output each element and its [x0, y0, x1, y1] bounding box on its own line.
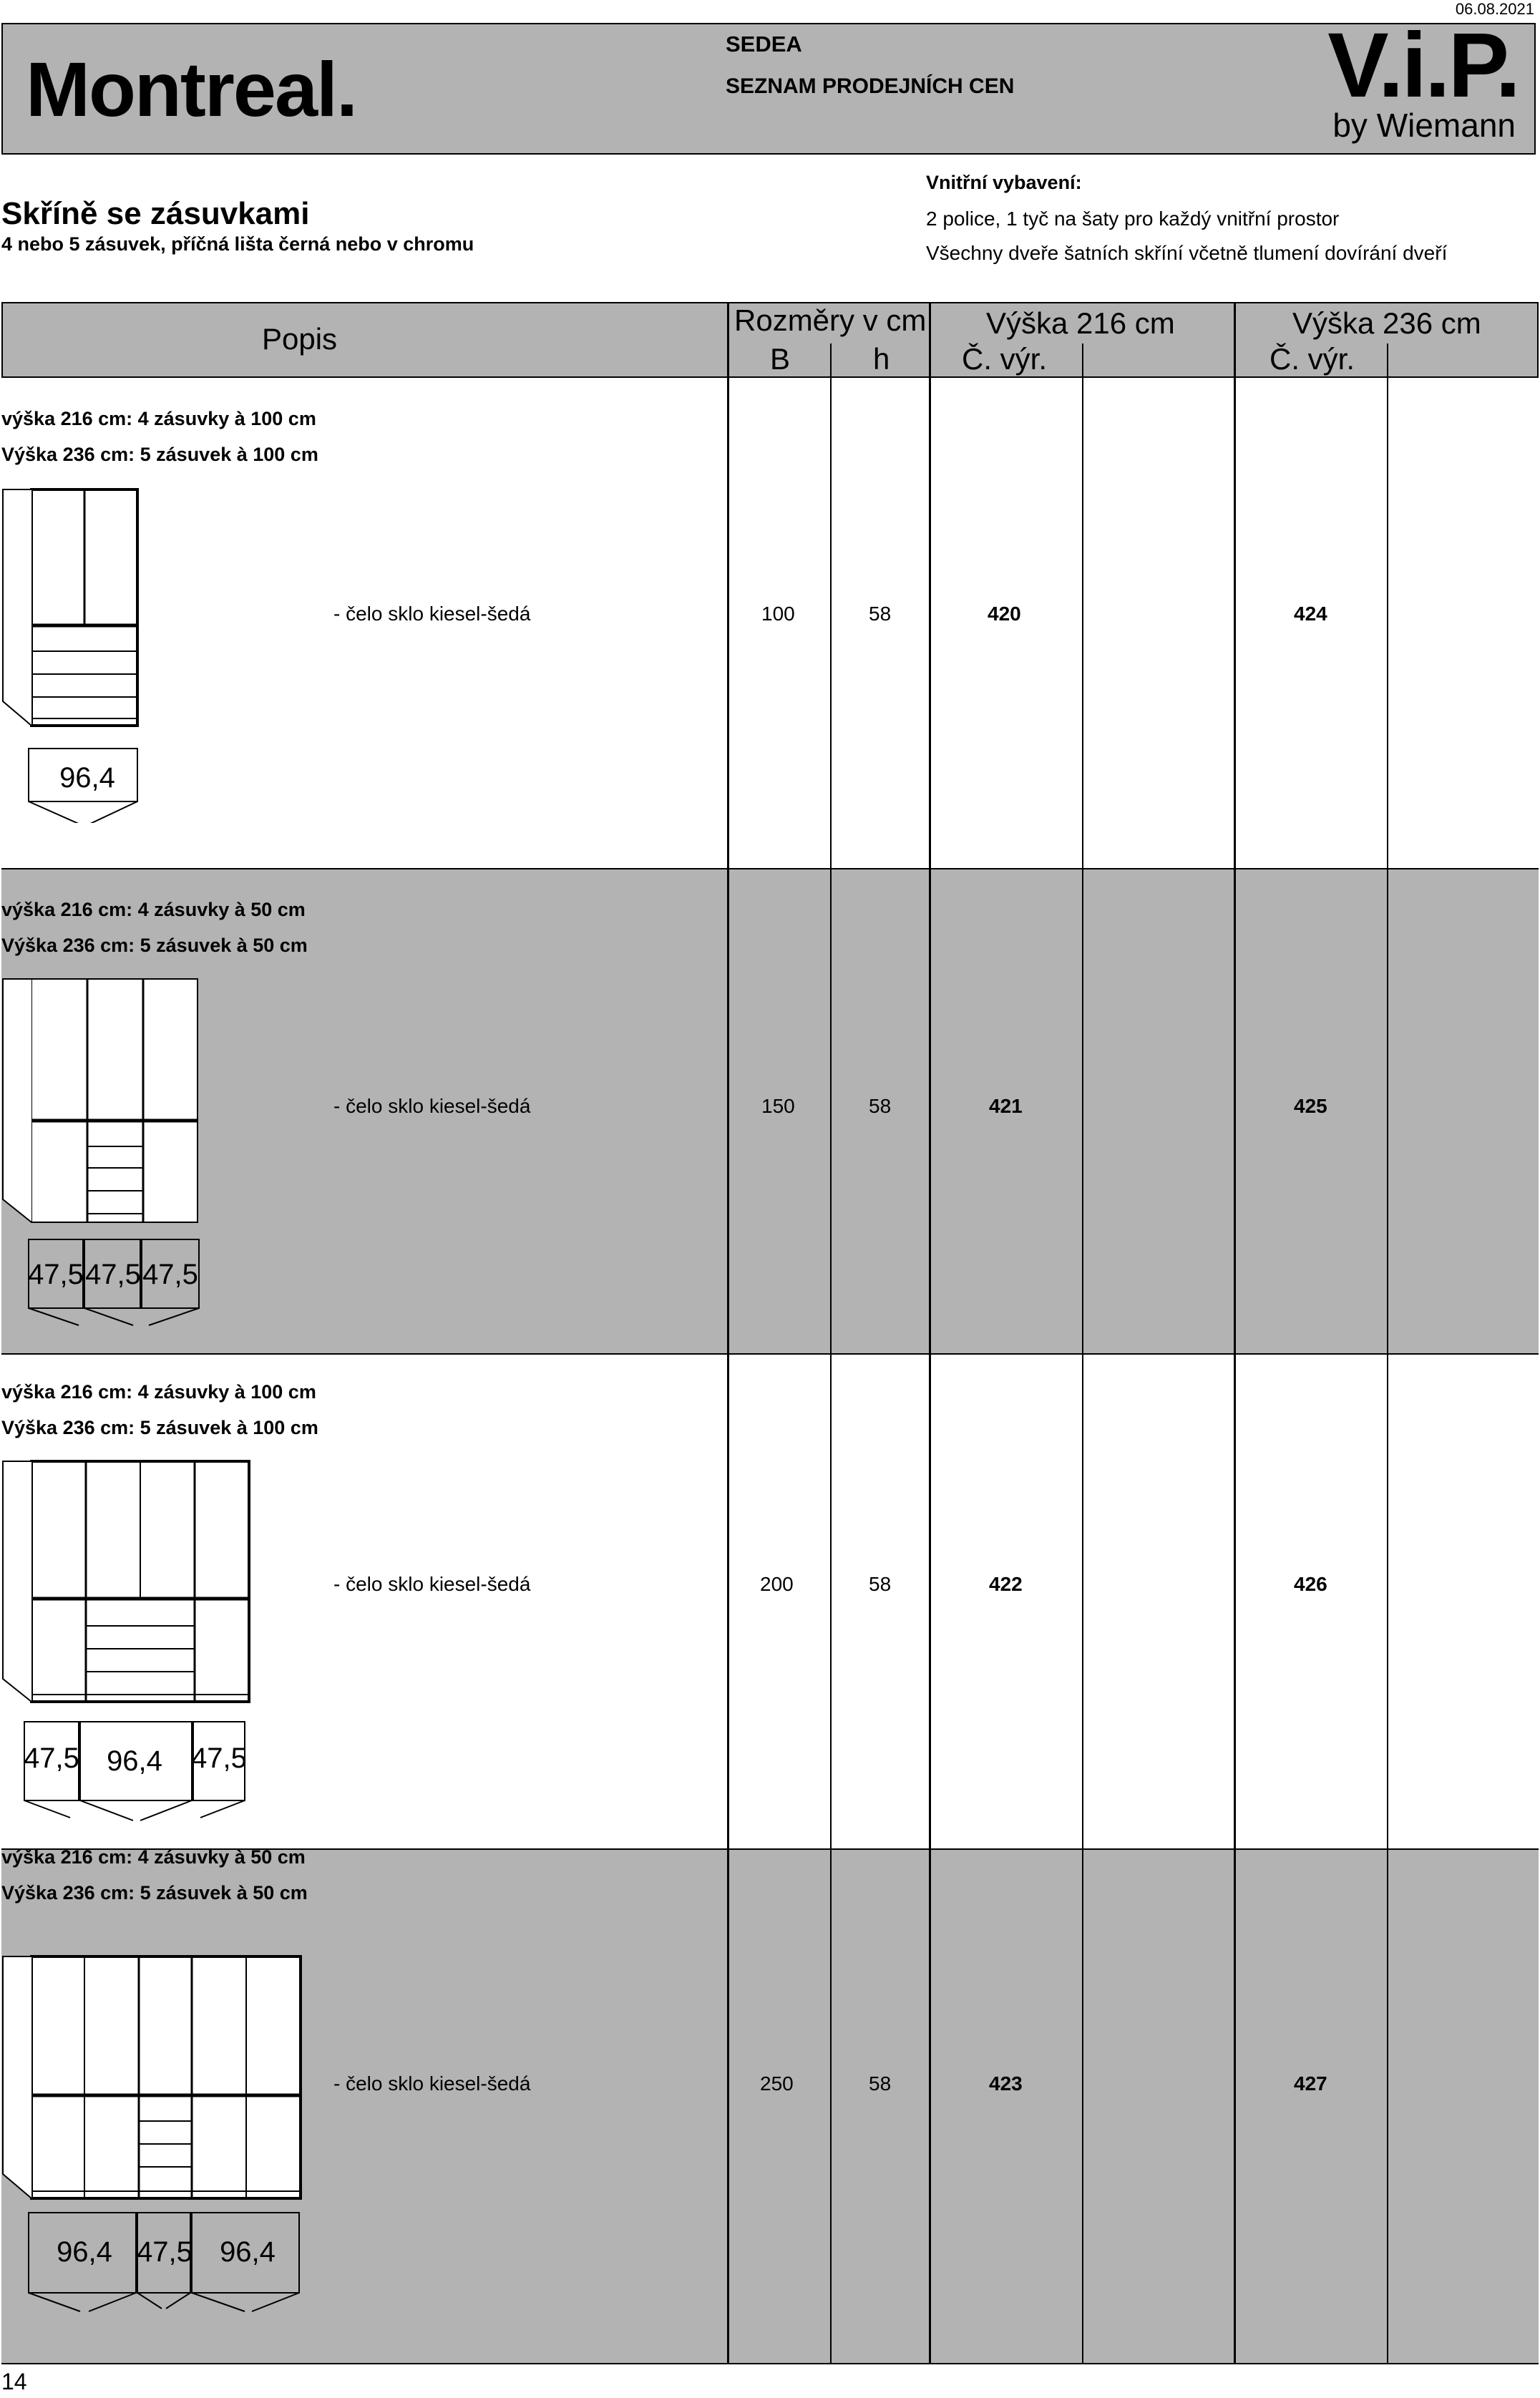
row-desc-216: výška 216 cm: 4 zásuvky à 100 cm	[1, 408, 316, 429]
col-divider	[727, 302, 729, 2364]
cell-depth: 58	[869, 1095, 892, 1117]
price-list-label: SEZNAM PRODEJNÍCH CEN	[726, 74, 1015, 98]
col-vyska-216: Výška 216 cm	[986, 306, 1175, 340]
col-cvyr-216: Č. výr.	[962, 342, 1048, 376]
col-popis: Popis	[262, 322, 338, 356]
cell-width: 250	[760, 2072, 794, 2095]
page-number: 14	[1, 2369, 27, 2394]
row-desc-236: Výška 236 cm: 5 zásuvek à 50 cm	[1, 1882, 308, 1904]
article-236: 425	[1294, 1095, 1327, 1117]
equipment-heading: Vnitřní vybavení:	[926, 172, 1082, 193]
col-h: h	[873, 342, 890, 376]
col-divider	[830, 343, 832, 2364]
front-material: - čelo sklo kiesel-šedá	[333, 603, 531, 625]
col-divider	[929, 302, 931, 2364]
article-216: 420	[988, 603, 1021, 625]
article-236: 426	[1294, 1573, 1327, 1595]
col-rozmery: Rozměry v cm	[734, 303, 927, 337]
width-label: 96,4	[59, 762, 115, 794]
width-label: 96,4	[57, 2236, 112, 2268]
cell-width: 150	[761, 1095, 795, 1117]
col-cvyr-236: Č. výr.	[1269, 342, 1355, 376]
width-label: 96,4	[220, 2236, 276, 2268]
document-date: 06.08.2021	[1455, 0, 1534, 18]
col-divider	[1082, 343, 1083, 2364]
cell-depth: 58	[869, 603, 892, 625]
row-desc-216: výška 216 cm: 4 zásuvky à 50 cm	[1, 899, 306, 920]
row-desc-236: Výška 236 cm: 5 zásuvek à 100 cm	[1, 1417, 318, 1438]
cell-depth: 58	[869, 2072, 892, 2095]
width-label: 96,4	[107, 1745, 162, 1777]
col-vyska-236: Výška 236 cm	[1292, 306, 1481, 340]
article-236: 427	[1294, 2072, 1327, 2095]
col-divider	[1387, 343, 1388, 2364]
row-divider	[1, 2363, 1539, 2364]
article-216: 421	[989, 1095, 1023, 1117]
width-label: 47,5	[28, 1259, 84, 1290]
row-divider	[1, 1353, 1539, 1355]
front-material: - čelo sklo kiesel-šedá	[333, 1095, 531, 1117]
cell-width: 200	[760, 1573, 794, 1595]
row-desc-236: Výška 236 cm: 5 zásuvek à 50 cm	[1, 935, 308, 956]
row-divider	[1, 868, 1539, 869]
row-desc-216: výška 216 cm: 4 zásuvky à 100 cm	[1, 1381, 316, 1403]
front-material: - čelo sklo kiesel-šedá	[333, 2072, 531, 2095]
logo-subtitle: by Wiemann	[1332, 107, 1516, 144]
wardrobe-drawing	[0, 1460, 258, 1832]
section-subtitle: 4 nebo 5 zásuvek, příčná lišta černá nebo v chromu	[1, 233, 474, 255]
front-material: - čelo sklo kiesel-šedá	[333, 1573, 531, 1595]
equipment-line-1: 2 police, 1 tyč na šaty pro každý vnitřní prostor	[926, 208, 1340, 230]
cell-depth: 58	[869, 1573, 892, 1595]
equipment-line-2: Všechny dveře šatních skříní včetně tlumení dovírání dveří	[926, 242, 1448, 264]
row-desc-216: výška 216 cm: 4 zásuvky à 50 cm	[1, 1846, 306, 1868]
width-label: 47,5	[191, 1743, 247, 1774]
article-236: 424	[1294, 603, 1327, 625]
wardrobe-drawing	[0, 487, 143, 823]
wardrobe-drawing	[0, 1955, 315, 2327]
col-b: B	[770, 342, 791, 376]
row-desc-236: Výška 236 cm: 5 zásuvek à 100 cm	[1, 444, 318, 465]
wardrobe-drawing	[0, 978, 208, 1335]
width-label: 47,5	[24, 1743, 79, 1774]
width-label: 47,5	[137, 2236, 192, 2268]
brand-title: Montreal.	[26, 46, 357, 132]
cell-width: 100	[761, 603, 795, 625]
series-name: SEDEA	[726, 31, 802, 57]
article-216: 422	[989, 1573, 1023, 1595]
width-label: 47,5	[85, 1259, 141, 1290]
col-divider	[1234, 302, 1236, 2364]
section-title: Skříně se zásuvkami	[1, 196, 310, 231]
width-label: 47,5	[142, 1259, 198, 1290]
vip-logo: V.i.P.	[1327, 14, 1519, 117]
article-216: 423	[989, 2072, 1023, 2095]
